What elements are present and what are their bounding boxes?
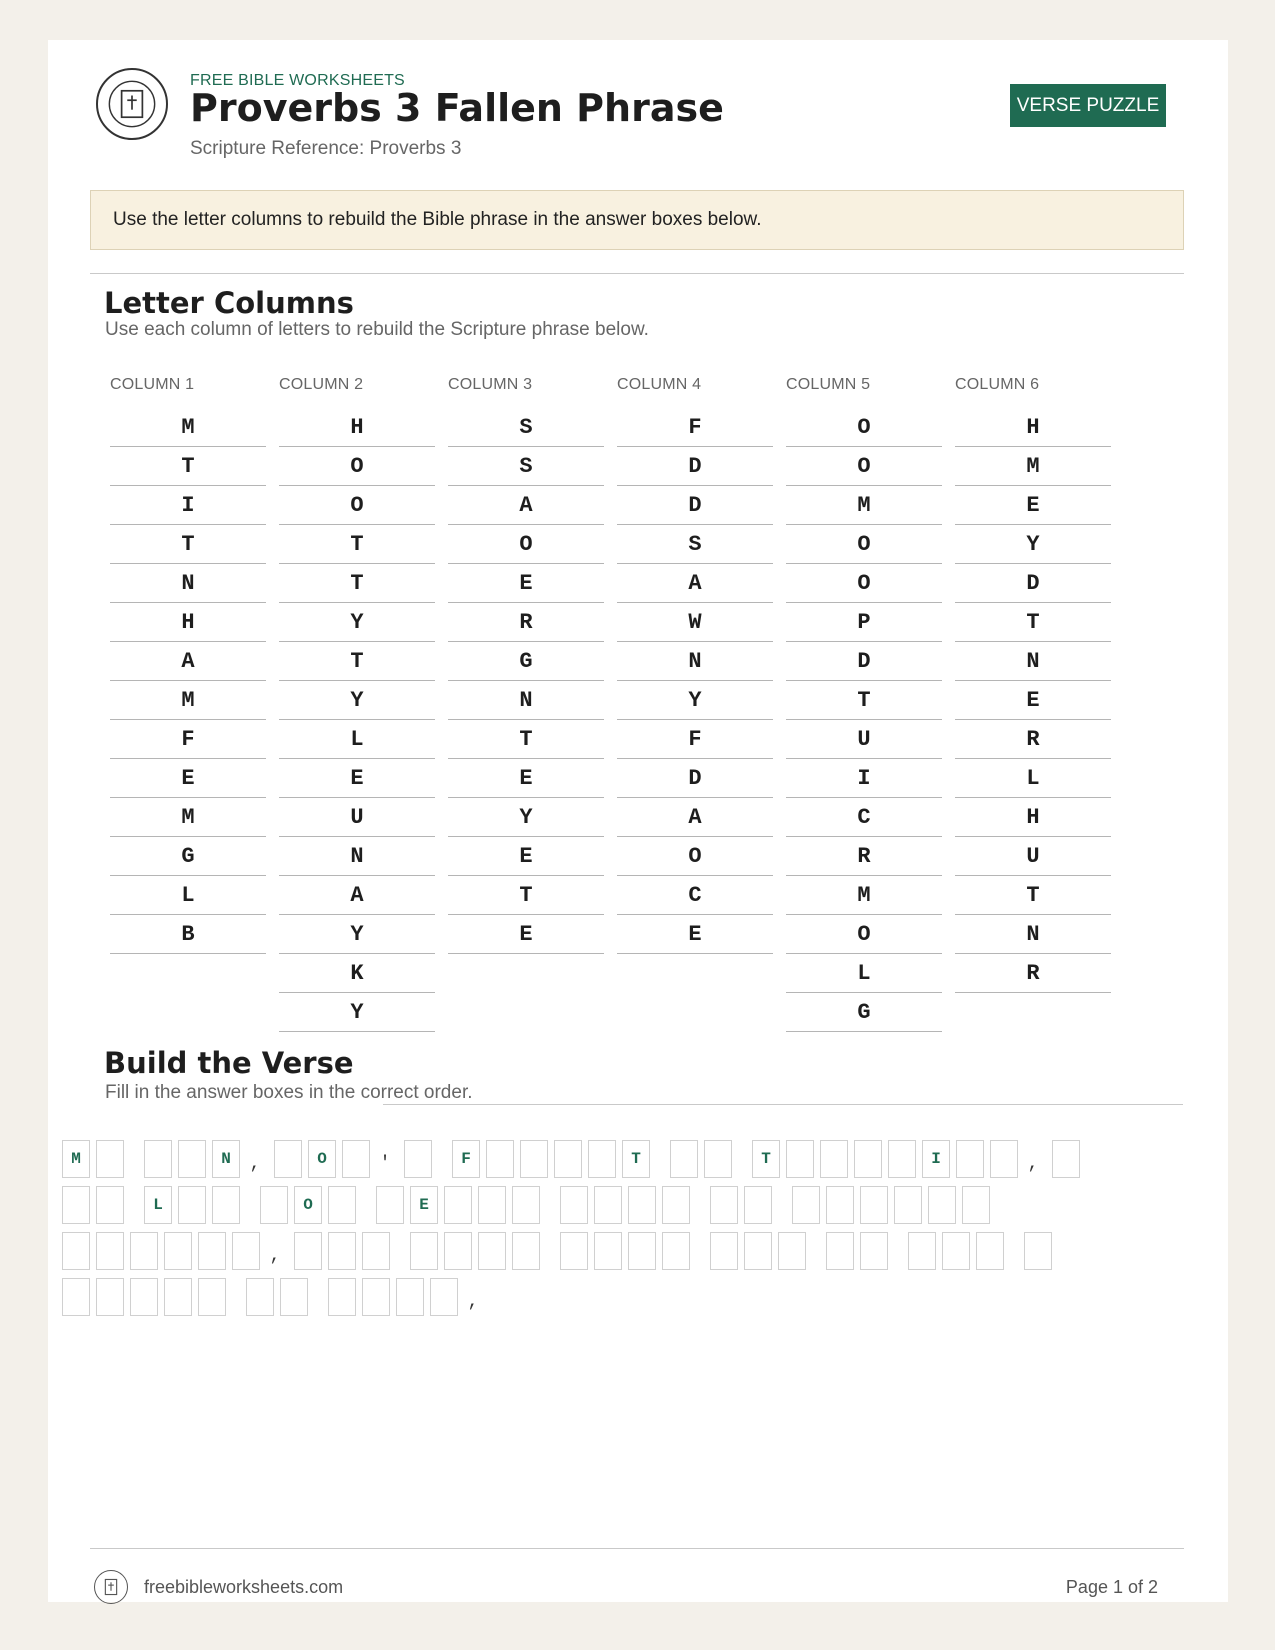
instructions-text: Use the letter columns to rebuild the Bible phrase in the answer boxes below. <box>113 209 762 230</box>
answer-box[interactable] <box>212 1186 240 1224</box>
answer-box[interactable] <box>96 1232 124 1270</box>
column-letter: T <box>279 564 435 603</box>
answer-box-hint[interactable]: O <box>308 1140 336 1178</box>
column-letter: S <box>617 525 773 564</box>
answer-box[interactable] <box>962 1186 990 1224</box>
column-letter: R <box>955 720 1111 759</box>
answer-box[interactable] <box>594 1186 622 1224</box>
build-verse-description: Fill in the answer boxes in the correct order. <box>105 1082 473 1103</box>
column-letter: O <box>786 525 942 564</box>
column-letter: L <box>110 876 266 915</box>
column-letter: K <box>279 954 435 993</box>
answer-box[interactable] <box>512 1186 540 1224</box>
page-number: Page 1 of 2 <box>1065 1577 1158 1597</box>
column-letter: A <box>110 642 266 681</box>
answer-box[interactable] <box>888 1140 916 1178</box>
column-letter: D <box>955 564 1111 603</box>
bible-book-icon <box>98 70 166 138</box>
column-letter: A <box>617 564 773 603</box>
column-letter: M <box>110 681 266 720</box>
column-letter: A <box>448 486 604 525</box>
answer-box[interactable] <box>560 1232 588 1270</box>
column-letter: T <box>279 525 435 564</box>
answer-box[interactable] <box>894 1186 922 1224</box>
column-label: COLUMN 2 <box>279 376 364 393</box>
column-letter: M <box>110 798 266 837</box>
column-letter: T <box>955 603 1111 642</box>
column-letter: T <box>110 447 266 486</box>
punctuation-mark: , <box>269 1246 281 1266</box>
answer-box[interactable] <box>376 1186 404 1224</box>
column-letter: D <box>617 486 773 525</box>
answer-box-hint[interactable]: N <box>212 1140 240 1178</box>
answer-box[interactable] <box>628 1232 656 1270</box>
column-letter: O <box>448 525 604 564</box>
answer-box[interactable] <box>274 1140 302 1178</box>
column-letter: M <box>786 486 942 525</box>
footer-divider <box>90 1548 1184 1549</box>
answer-box[interactable] <box>744 1186 772 1224</box>
answer-box[interactable] <box>198 1278 226 1316</box>
column-letter: O <box>786 915 942 954</box>
punctuation-mark: , <box>1027 1154 1039 1174</box>
answer-box[interactable] <box>662 1186 690 1224</box>
column-letter: E <box>955 486 1111 525</box>
column-letter: T <box>786 681 942 720</box>
scripture-reference: Scripture Reference: Proverbs 3 <box>190 138 462 159</box>
column-letter: O <box>279 447 435 486</box>
answer-box[interactable] <box>246 1278 274 1316</box>
answer-box[interactable] <box>130 1278 158 1316</box>
column-letter: O <box>279 486 435 525</box>
column-label: COLUMN 6 <box>955 376 1040 393</box>
answer-box[interactable] <box>96 1278 124 1316</box>
page-title: Proverbs 3 Fallen Phrase <box>190 86 724 130</box>
column-letter: G <box>448 642 604 681</box>
answer-box-hint[interactable]: I <box>922 1140 950 1178</box>
column-letter: E <box>279 759 435 798</box>
answer-box[interactable] <box>1024 1232 1052 1270</box>
answer-box-hint[interactable]: T <box>752 1140 780 1178</box>
answer-box[interactable] <box>744 1232 772 1270</box>
answer-box[interactable] <box>792 1186 820 1224</box>
column-letter: T <box>279 642 435 681</box>
column-letter: U <box>279 798 435 837</box>
column-letter: H <box>110 603 266 642</box>
answer-box[interactable] <box>444 1186 472 1224</box>
answer-box[interactable] <box>976 1232 1004 1270</box>
answer-box[interactable] <box>178 1140 206 1178</box>
column-letter: Y <box>955 525 1111 564</box>
column-letter: L <box>955 759 1111 798</box>
answer-box[interactable] <box>486 1140 514 1178</box>
column-letter: U <box>786 720 942 759</box>
column-letter: M <box>786 876 942 915</box>
answer-box[interactable] <box>820 1140 848 1178</box>
column-letter: R <box>955 954 1111 993</box>
column-letter: T <box>448 720 604 759</box>
column-letter: E <box>448 915 604 954</box>
column-label: COLUMN 5 <box>786 376 871 393</box>
column-letter: T <box>110 525 266 564</box>
answer-box[interactable] <box>1052 1140 1080 1178</box>
answer-box[interactable] <box>826 1186 854 1224</box>
column-letter: N <box>110 564 266 603</box>
answer-box[interactable] <box>554 1140 582 1178</box>
footer-site[interactable]: freebibleworksheets.com <box>144 1577 344 1597</box>
section-divider <box>90 273 1184 274</box>
answer-box[interactable] <box>710 1186 738 1224</box>
column-letter: E <box>955 681 1111 720</box>
answer-box[interactable] <box>860 1232 888 1270</box>
answer-box[interactable] <box>164 1232 192 1270</box>
column-letter: I <box>786 759 942 798</box>
answer-box[interactable] <box>164 1278 192 1316</box>
column-label: COLUMN 3 <box>448 376 533 393</box>
column-letter: Y <box>279 603 435 642</box>
answer-box[interactable] <box>144 1140 172 1178</box>
column-letter: G <box>786 993 942 1032</box>
answer-box[interactable] <box>928 1186 956 1224</box>
column-letter: R <box>786 837 942 876</box>
column-letter: R <box>448 603 604 642</box>
build-verse-heading: Build the Verse <box>104 1046 354 1080</box>
column-letter: F <box>617 720 773 759</box>
column-letter: M <box>955 447 1111 486</box>
answer-box[interactable] <box>362 1278 390 1316</box>
answer-box-hint[interactable]: F <box>452 1140 480 1178</box>
worksheet-page <box>48 40 1228 1602</box>
column-letter: G <box>110 837 266 876</box>
answer-box[interactable] <box>588 1140 616 1178</box>
column-letter: D <box>617 447 773 486</box>
letter-column <box>955 376 1111 993</box>
answer-box[interactable] <box>704 1140 732 1178</box>
answer-box-hint[interactable]: L <box>144 1186 172 1224</box>
punctuation-mark: ' <box>379 1154 391 1174</box>
column-letter: F <box>110 720 266 759</box>
column-letter: W <box>617 603 773 642</box>
answer-box[interactable] <box>62 1232 90 1270</box>
answer-box[interactable] <box>786 1140 814 1178</box>
answer-box[interactable] <box>478 1232 506 1270</box>
answer-box[interactable] <box>198 1232 226 1270</box>
answer-box[interactable] <box>594 1232 622 1270</box>
column-letter: E <box>448 837 604 876</box>
answer-box-hint[interactable]: T <box>622 1140 650 1178</box>
column-letter: A <box>617 798 773 837</box>
answer-box[interactable] <box>560 1186 588 1224</box>
column-letter: C <box>617 876 773 915</box>
answer-box[interactable] <box>520 1140 548 1178</box>
column-letter: N <box>279 837 435 876</box>
answer-box[interactable] <box>328 1186 356 1224</box>
answer-box[interactable] <box>280 1278 308 1316</box>
column-letter: D <box>617 759 773 798</box>
answer-box[interactable] <box>62 1186 90 1224</box>
column-letter: E <box>617 915 773 954</box>
column-letter: H <box>279 408 435 447</box>
column-letter: O <box>786 408 942 447</box>
answer-box[interactable] <box>990 1140 1018 1178</box>
answer-box[interactable] <box>96 1186 124 1224</box>
column-letter: U <box>955 837 1111 876</box>
column-letter: B <box>110 915 266 954</box>
answer-box[interactable] <box>130 1232 158 1270</box>
column-letter: S <box>448 408 604 447</box>
answer-box[interactable] <box>396 1278 424 1316</box>
column-letter: E <box>110 759 266 798</box>
column-letter: L <box>279 720 435 759</box>
letter-column <box>786 376 942 1032</box>
answer-box[interactable] <box>710 1232 738 1270</box>
instructions-box <box>90 190 1184 250</box>
answer-box[interactable] <box>362 1232 390 1270</box>
answer-box[interactable] <box>260 1186 288 1224</box>
column-letter: H <box>955 798 1111 837</box>
column-letter: F <box>617 408 773 447</box>
answer-box[interactable] <box>430 1278 458 1316</box>
answer-box-hint[interactable]: E <box>410 1186 438 1224</box>
column-letter: C <box>786 798 942 837</box>
answer-box[interactable] <box>444 1232 472 1270</box>
column-letter: O <box>786 564 942 603</box>
brand-label: FREE BIBLE WORKSHEETS <box>190 72 405 89</box>
answer-box[interactable] <box>826 1232 854 1270</box>
column-letter: E <box>448 564 604 603</box>
answer-box[interactable] <box>410 1232 438 1270</box>
answer-box[interactable] <box>670 1140 698 1178</box>
column-letter: T <box>955 876 1111 915</box>
column-letter: N <box>617 642 773 681</box>
letter-columns-heading: Letter Columns <box>104 286 354 320</box>
punctuation-mark: , <box>249 1154 261 1174</box>
column-letter: M <box>110 408 266 447</box>
answer-box-hint[interactable]: M <box>62 1140 90 1178</box>
column-letter: Y <box>279 993 435 1032</box>
answer-box[interactable] <box>854 1140 882 1178</box>
column-letter: Y <box>448 798 604 837</box>
answer-box[interactable] <box>62 1278 90 1316</box>
site-logo <box>96 68 168 140</box>
column-letter: D <box>786 642 942 681</box>
column-label: COLUMN 1 <box>110 376 195 393</box>
answer-box[interactable] <box>512 1232 540 1270</box>
answer-boxes <box>62 1140 1222 1340</box>
letter-column <box>448 376 604 954</box>
letter-column <box>279 376 435 1032</box>
answer-box[interactable] <box>342 1140 370 1178</box>
punctuation-mark: , <box>467 1292 479 1312</box>
column-letter: H <box>955 408 1111 447</box>
answer-box[interactable] <box>232 1232 260 1270</box>
column-label: COLUMN 4 <box>617 376 702 393</box>
column-letter: P <box>786 603 942 642</box>
answer-box[interactable] <box>404 1140 432 1178</box>
column-letter: T <box>448 876 604 915</box>
answer-box[interactable] <box>860 1186 888 1224</box>
letter-columns-description: Use each column of letters to rebuild the Scripture phrase below. <box>105 319 649 340</box>
footer-logo <box>94 1570 128 1604</box>
column-letter: Y <box>617 681 773 720</box>
answer-box[interactable] <box>478 1186 506 1224</box>
answer-box[interactable] <box>956 1140 984 1178</box>
column-letter: I <box>110 486 266 525</box>
answer-box[interactable] <box>178 1186 206 1224</box>
column-letter: N <box>955 642 1111 681</box>
letter-column <box>110 376 266 954</box>
bible-book-icon <box>95 1571 127 1603</box>
answer-box[interactable] <box>942 1232 970 1270</box>
answer-box[interactable] <box>908 1232 936 1270</box>
column-letter: S <box>448 447 604 486</box>
verse-puzzle-badge: VERSE PUZZLE <box>1010 84 1166 127</box>
column-letter: Y <box>279 915 435 954</box>
column-letter: O <box>617 837 773 876</box>
answer-box-hint[interactable]: O <box>294 1186 322 1224</box>
answer-box[interactable] <box>628 1186 656 1224</box>
answer-box[interactable] <box>294 1232 322 1270</box>
column-letter: N <box>448 681 604 720</box>
column-letter: E <box>448 759 604 798</box>
column-letter: Y <box>279 681 435 720</box>
column-letter: O <box>786 447 942 486</box>
answer-box[interactable] <box>662 1232 690 1270</box>
column-letter: L <box>786 954 942 993</box>
answer-box[interactable] <box>328 1232 356 1270</box>
answer-box[interactable] <box>328 1278 356 1316</box>
answer-box[interactable] <box>778 1232 806 1270</box>
verse-divider <box>383 1104 1183 1105</box>
column-letter: A <box>279 876 435 915</box>
letter-column <box>617 376 773 954</box>
column-letter: N <box>955 915 1111 954</box>
answer-box[interactable] <box>96 1140 124 1178</box>
